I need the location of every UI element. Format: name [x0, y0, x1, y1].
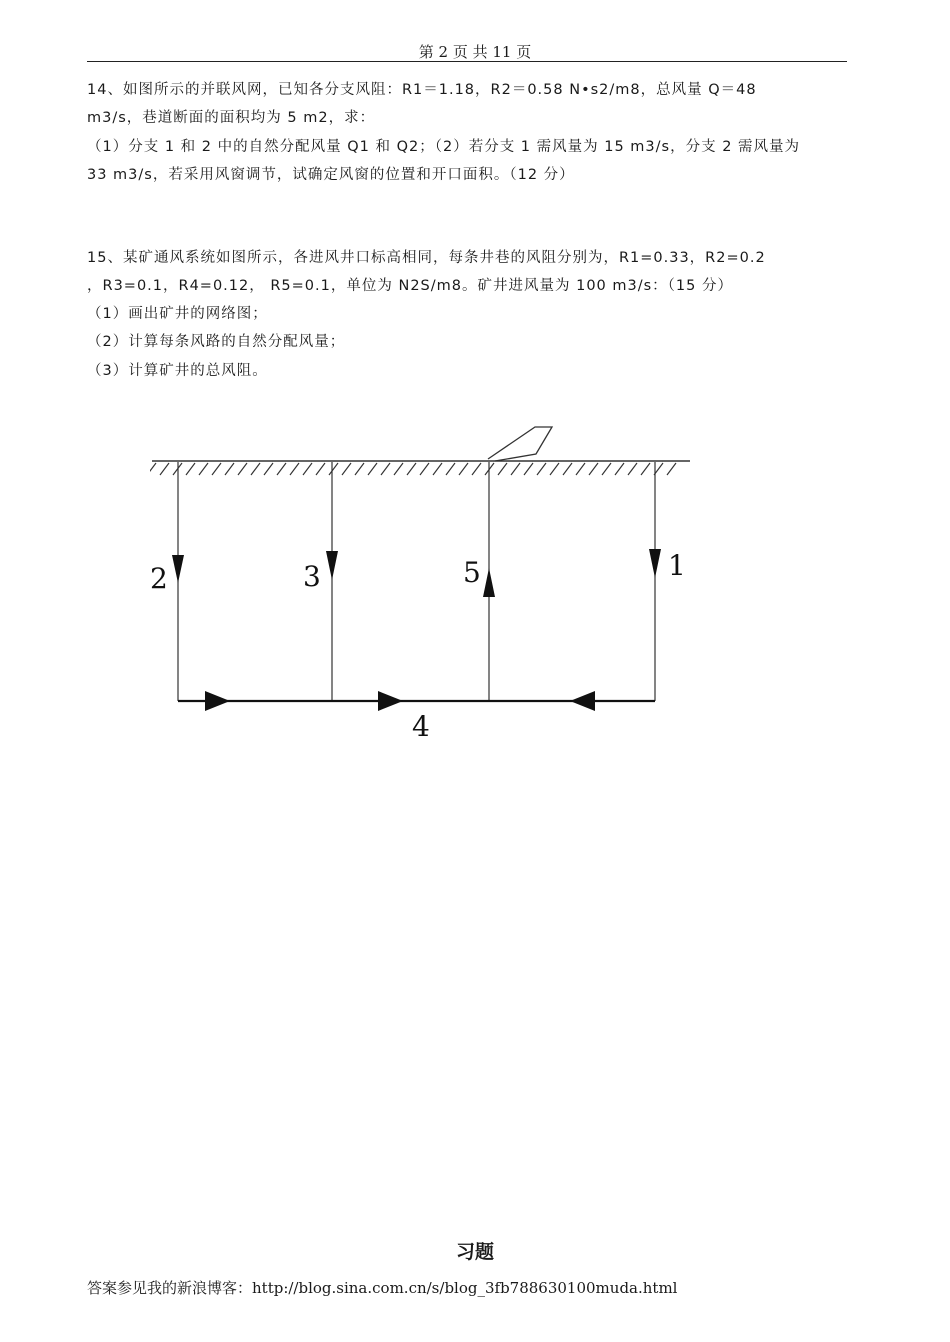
footer-answer-link[interactable]: 答案参见我的新浪博客：http://blog.sina.com.cn/s/blog_3fb788630100muda.html	[87, 1279, 678, 1297]
question-15-line-4: （2）计算每条风路的自然分配风量；	[87, 334, 346, 350]
ventilation-network-diagram	[150, 410, 695, 745]
label-branch-1: 1	[668, 549, 686, 582]
fan-symbol	[488, 427, 552, 461]
arrow-right-roadway-middle	[378, 691, 403, 711]
label-branch-5: 5	[463, 556, 481, 589]
arrow-down-branch-1	[649, 549, 661, 578]
question-15-line-1: 15、某矿通风系统如图所示，各进风井口标高相同，每条井巷的风阻分别为，R1=0.33，R2=0.2	[87, 250, 766, 266]
question-15-line-3: （1）画出矿井的网络图；	[87, 306, 268, 322]
header-rule	[87, 61, 847, 62]
arrow-up-branch-5	[483, 568, 495, 597]
question-14-line-2: m3/s，巷道断面的面积均为 5 m2，求：	[87, 110, 376, 126]
question-14-line-4: 33 m3/s，若采用风窗调节，试确定风窗的位置和开口面积。（12 分）	[87, 167, 575, 183]
label-branch-3: 3	[303, 560, 321, 593]
question-15-line-5: （3）计算矿井的总风阻。	[87, 363, 268, 379]
label-branch-2: 2	[150, 562, 168, 595]
question-15-line-2: ，R3=0.1，R4=0.12， R5=0.1，单位为 N2S/m8。矿井进风量为 100 m3/s：（15 分）	[87, 278, 733, 294]
page-header: 第 2 页 共 11 页	[418, 43, 532, 61]
arrow-right-roadway-left	[205, 691, 230, 711]
arrow-down-branch-2	[172, 555, 184, 583]
arrow-down-branch-3	[326, 551, 338, 580]
question-14-line-3: （1）分支 1 和 2 中的自然分配风量 Q1 和 Q2；（2）若分支 1 需风量为 15 m3/s，分支 2 需风量为	[87, 139, 801, 155]
label-branch-4: 4	[412, 710, 430, 743]
ground-hatching	[150, 463, 676, 475]
arrow-left-roadway-right	[570, 691, 595, 711]
question-14-line-1: 14、如图所示的并联风网，已知各分支风阻：R1＝1.18，R2＝0.58 N•s2/m8，总风量 Q＝48	[87, 82, 757, 98]
footer-title: 习题	[455, 1241, 494, 1263]
